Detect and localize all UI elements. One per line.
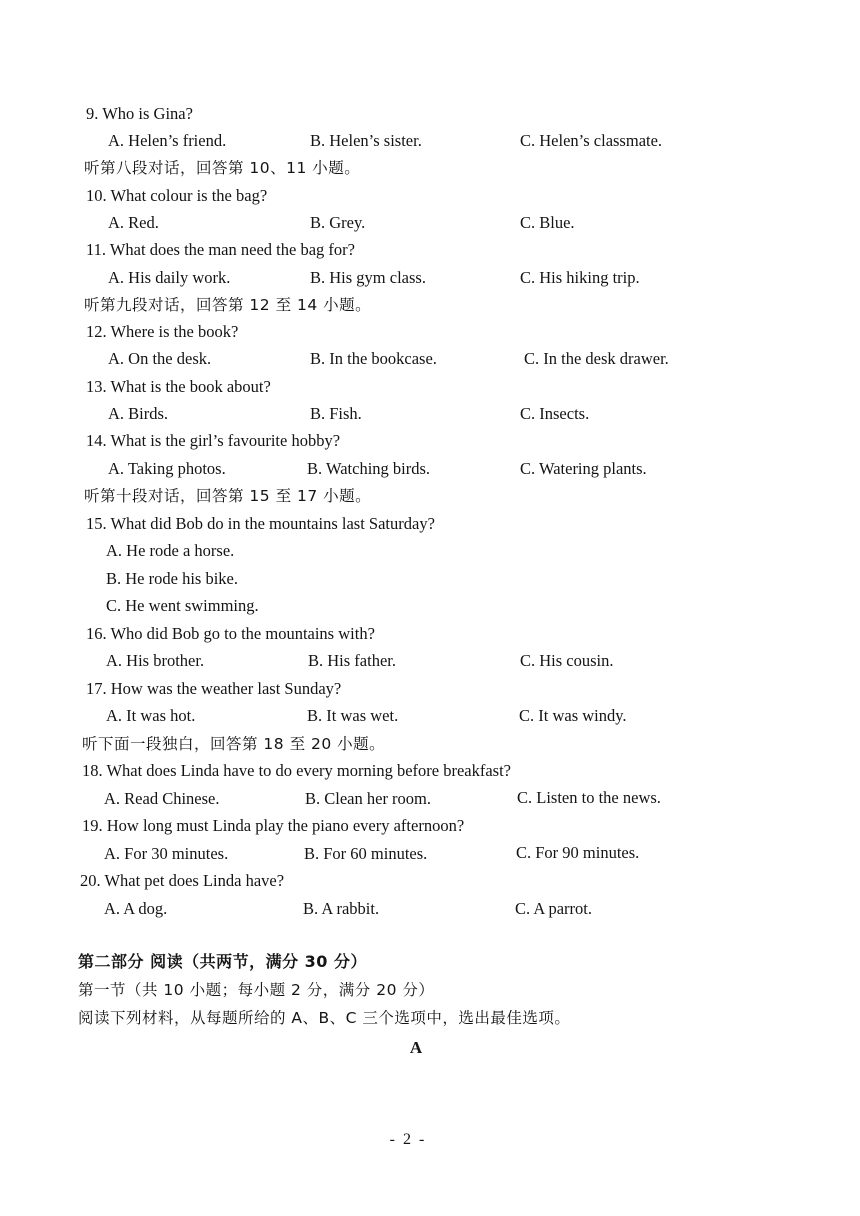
- question-18: [82, 761, 511, 781]
- question-14: [86, 431, 340, 451]
- option-b: B. His father.: [308, 651, 396, 670]
- option-a: A. He rode a horse.: [106, 541, 235, 560]
- option-c: C. He went swimming.: [106, 596, 259, 615]
- question-20: [80, 871, 284, 891]
- option-a: A. Taking photos.: [108, 459, 226, 478]
- question-text: Who is Gina?: [102, 104, 193, 123]
- option-b: B. Grey.: [310, 213, 366, 232]
- option-c: C. Watering plants.: [520, 459, 647, 478]
- option-a: A. It was hot.: [106, 706, 196, 725]
- question-15: [86, 514, 435, 534]
- option-c: C. In the desk drawer.: [524, 349, 669, 368]
- option-b: B. In the bookcase.: [310, 349, 437, 368]
- option-a: A. Helen’s friend.: [108, 131, 227, 150]
- option-b: B. A rabbit.: [303, 899, 380, 918]
- option-b: B. For 60 minutes.: [304, 844, 428, 863]
- instruction-dialog-10: 听第十段对话，回答第 15 至 17 小题。: [84, 487, 372, 505]
- question-number: 19.: [82, 816, 103, 835]
- option-c: C. For 90 minutes.: [516, 843, 640, 862]
- option-a: A. His brother.: [106, 651, 205, 670]
- option-b: B. He rode his bike.: [106, 569, 238, 588]
- instruction-dialog-9: 听第九段对话，回答第 12 至 14 小题。: [84, 296, 372, 314]
- passage-label-text: A: [409, 1038, 423, 1057]
- question-text: How long must Linda play the piano every afternoon?: [106, 816, 465, 835]
- option-b: B. Helen’s sister.: [310, 131, 422, 150]
- question-number: 16.: [86, 624, 107, 643]
- question-13: [86, 377, 271, 397]
- question-text: What is the girl’s favourite hobby?: [110, 431, 341, 450]
- question-number: 17.: [86, 679, 107, 698]
- question-16: [86, 624, 375, 644]
- option-b: B. Watching birds.: [307, 459, 431, 478]
- option-a: A. A dog.: [104, 899, 168, 918]
- question-17: [86, 679, 341, 699]
- question-text: What pet does Linda have?: [104, 871, 285, 890]
- instruction-monologue: 听下面一段独白，回答第 18 至 20 小题。: [82, 735, 386, 753]
- option-c: C. A parrot.: [515, 899, 592, 918]
- question-text: Who did Bob go to the mountains with?: [110, 624, 375, 643]
- question-number: 10.: [86, 186, 107, 205]
- question-number: 11.: [86, 240, 107, 259]
- question-number: 15.: [86, 514, 107, 533]
- option-c: C. Insects.: [520, 404, 590, 423]
- question-9: [86, 104, 193, 124]
- option-b: B. Clean her room.: [305, 789, 432, 808]
- option-c: C. It was windy.: [519, 706, 627, 725]
- question-11: [86, 240, 355, 260]
- question-number: 9.: [86, 104, 99, 123]
- question-12: [86, 322, 238, 342]
- option-c: C. Blue.: [520, 213, 575, 232]
- option-c: C. His cousin.: [520, 651, 614, 670]
- part-two-heading: 第二部分 阅读（共两节，满分 30 分）: [78, 952, 367, 971]
- question-text: What did Bob do in the mountains last Saturday?: [110, 514, 435, 533]
- option-c: C. Helen’s classmate.: [520, 131, 663, 150]
- question-number: 18.: [82, 761, 103, 780]
- question-number: 14.: [86, 431, 107, 450]
- question-text: Where is the book?: [110, 322, 239, 341]
- question-number: 20.: [80, 871, 101, 890]
- option-b: B. It was wet.: [307, 706, 399, 725]
- option-a: A. Red.: [108, 213, 159, 232]
- passage-label: [0, 1038, 860, 1058]
- option-a: A. For 30 minutes.: [104, 844, 229, 863]
- question-text: How was the weather last Sunday?: [110, 679, 342, 698]
- question-text: What does the man need the bag for?: [109, 240, 355, 259]
- option-a: A. His daily work.: [108, 268, 231, 287]
- page-number-text: - 2 -: [389, 1131, 427, 1148]
- question-text: What colour is the bag?: [110, 186, 268, 205]
- option-b: B. His gym class.: [310, 268, 426, 287]
- option-a: A. Birds.: [108, 404, 169, 423]
- question-10: [86, 186, 267, 206]
- option-a: A. On the desk.: [108, 349, 212, 368]
- section-one-heading: 第一节（共 10 小题；每小题 2 分，满分 20 分）: [78, 981, 435, 999]
- question-number: 12.: [86, 322, 107, 341]
- question-number: 13.: [86, 377, 107, 396]
- option-b: B. Fish.: [310, 404, 362, 423]
- question-text: What is the book about?: [110, 377, 271, 396]
- instruction-dialog-8: 听第八段对话，回答第 10、11 小题。: [84, 159, 361, 177]
- option-c: C. Listen to the news.: [517, 788, 661, 807]
- reading-directions: 阅读下列材料，从每题所给的 A、B、C 三个选项中，选出最佳选项。: [78, 1009, 571, 1027]
- question-19: [82, 816, 464, 836]
- option-a: A. Read Chinese.: [104, 789, 220, 808]
- question-text: What does Linda have to do every morning before breakfast?: [106, 761, 512, 780]
- option-c: C. His hiking trip.: [520, 268, 640, 287]
- page-number: [0, 1130, 860, 1150]
